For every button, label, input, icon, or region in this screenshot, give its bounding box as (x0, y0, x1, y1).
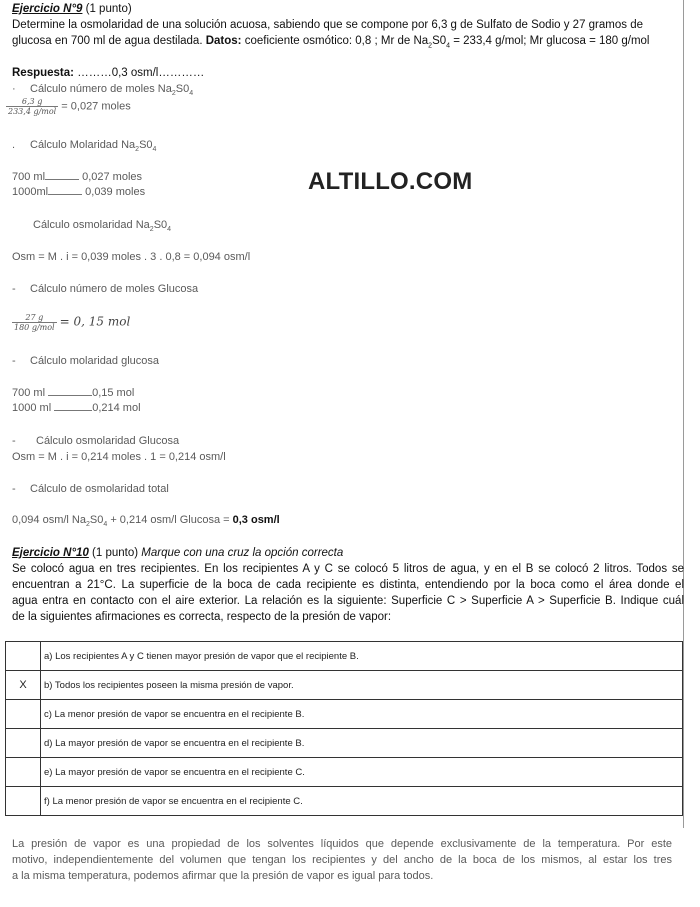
option-text: d) La mayor presión de vapor se encuentra en el recipiente B. (41, 729, 683, 758)
subscript: 4 (103, 521, 108, 529)
exercise-9-heading (12, 2, 132, 17)
subscript: 2 (85, 521, 90, 529)
statement-text: S0 (432, 35, 447, 47)
subscript: 2 (171, 90, 176, 98)
step7-title (12, 482, 169, 496)
rule-right: 0,039 moles (85, 186, 146, 198)
exercise-9-statement-line1: Determine la osmolaridad de una solución acuosa, sabiendo que se compone por 6,3 g de Sulfato de Sodio y 27 gramos de (12, 19, 643, 31)
option-text: f) La menor presión de vapor se encuentra en el recipiente C. (41, 787, 683, 816)
step-title-text: Cálculo número de moles Na (30, 83, 172, 95)
step-title-text: S0 (153, 219, 168, 231)
step4-title (12, 282, 198, 296)
step-title-text: S0 (139, 139, 153, 151)
step2-title (12, 138, 156, 157)
exercise-10-title: Ejercicio N°10 (12, 547, 89, 559)
explanation-line1: La presión de vapor es una propiedad de los solventes líquidos que depende exclusivamente de la temperatura. Por este (12, 838, 672, 850)
answer-value: ………0,3 osm/l………… (77, 67, 205, 79)
options-table (5, 641, 683, 816)
rule-right: 0,027 moles (82, 171, 143, 183)
rule-of-three-1b (12, 185, 145, 199)
subscript: 2 (135, 146, 140, 154)
bullet-dash: - (12, 355, 16, 367)
total-text: 0,094 osm/l Na (12, 514, 86, 526)
bullet-dash: · (12, 83, 16, 95)
page-right-border (683, 0, 684, 828)
fraction-numerator: 6,3 g (6, 97, 58, 107)
option-checkbox[interactable] (6, 729, 41, 758)
rule-left: 1000ml (12, 186, 49, 198)
answer-line (12, 66, 204, 81)
rule-left: 1000 ml (12, 402, 52, 414)
bullet-dash: - (12, 483, 16, 495)
step-title-text: S0 (175, 83, 190, 95)
option-text: a) Los recipientes A y C tienen mayor presión de vapor que el recipiente B. (41, 642, 683, 671)
option-row (6, 700, 683, 729)
option-checkbox[interactable]: X (6, 671, 41, 700)
subscript: 4 (446, 42, 451, 50)
statement-text: glucosa en 700 ml de agua destilada. (12, 35, 206, 47)
option-checkbox[interactable] (6, 787, 41, 816)
rule-line (45, 170, 79, 180)
step4-result: = 0, 15 mol (59, 314, 131, 329)
subscript: 4 (189, 90, 194, 98)
rule-of-three-2a (12, 386, 134, 400)
exercise-9-title: Ejercicio N°9 (12, 3, 83, 15)
step1-fraction-line (6, 97, 131, 116)
step1-result: = 0,027 moles (61, 100, 131, 113)
exercise-9-points: (1 punto) (85, 3, 132, 15)
step-title-text: Cálculo Molaridad Na (30, 139, 136, 151)
fraction-denominator: 233,4 g/mol (8, 107, 57, 116)
step3-title (15, 218, 171, 237)
option-row (6, 787, 683, 816)
fraction (6, 97, 58, 116)
option-checkbox[interactable] (6, 642, 41, 671)
rule-left: 700 ml (12, 171, 46, 183)
option-row (6, 642, 683, 671)
subscript: 4 (152, 146, 157, 154)
statement-text: coeficiente osmótico: 0,8 ; Mr de Na (241, 35, 429, 47)
statement-text: = 233,4 g/mol; Mr glucosa = 180 g/mol (450, 35, 650, 47)
rule-line (54, 401, 92, 411)
exercise-10-line2: encuentran a 21°C. La superficie de la boca de cada recipiente es distinta, entendiendo por la boca como el área donde el (12, 579, 684, 591)
fraction-numerator: 27 g (12, 313, 57, 323)
rule-of-three-2b (12, 401, 141, 415)
option-text: c) La menor presión de vapor se encuentra en el recipiente B. (41, 700, 683, 729)
subscript: 4 (167, 226, 172, 234)
exercise-10-points: (1 punto) (88, 547, 142, 559)
exercise-10-line4: de la siguientes afirmaciones es correcta, respecto de la presión de vapor: (12, 611, 392, 623)
bullet-dash: - (12, 435, 16, 447)
bullet-dash: . (12, 139, 16, 151)
watermark: ALTILLO.COM (308, 168, 473, 195)
step5-title (12, 354, 159, 368)
subscript: 2 (428, 42, 433, 50)
osmolarity-na: Osm = M . i = 0,039 moles . 3 . 0,8 = 0,094 osm/l (12, 251, 251, 263)
option-row (6, 729, 683, 758)
rule-left: 700 ml (12, 387, 46, 399)
exercise-10-line1: Se colocó agua en tres recipientes. En los recipientes A y C se colocó 5 litros de agua, y en el B se colocó 2 litros. Todos se (12, 563, 684, 575)
option-text: e) La mayor presión de vapor se encuentra en el recipiente C. (41, 758, 683, 787)
answer-label: Respuesta: (12, 67, 74, 79)
exercise-9-statement-line2 (12, 34, 650, 53)
step-title-text: Cálculo osmolaridad Glucosa (36, 435, 180, 447)
explanation-line3: a la misma temperatura, podemos afirmar que la presión de vapor es igual para todos. (12, 870, 434, 882)
rule-right: 0,214 mol (92, 402, 141, 414)
step-title-text: Cálculo de osmolaridad total (30, 483, 169, 495)
exercise-10-line3: agua entra en contacto con el aire exterior. La relación es la siguiente: Superficie C > Superficie A > Superficie B. Indique cuál (12, 595, 684, 607)
total-osmolarity (12, 513, 280, 532)
subscript: 2 (149, 226, 154, 234)
osmolarity-glucose: Osm = M . i = 0,214 moles . 1 = 0,214 osm/l (12, 451, 226, 463)
rule-right: 0,15 mol (92, 387, 135, 399)
fraction (12, 313, 57, 332)
exercise-10-heading (12, 546, 343, 561)
option-checkbox[interactable] (6, 700, 41, 729)
datos-label: Datos: (205, 35, 242, 47)
total-text: S0 (89, 514, 104, 526)
step-title-text: Cálculo molaridad glucosa (30, 355, 160, 367)
rule-line (48, 185, 82, 195)
rule-line (48, 386, 92, 396)
total-result: 0,3 osm/l (232, 514, 280, 526)
step-title-text: Cálculo número de moles Glucosa (30, 283, 199, 295)
rule-of-three-1a (12, 170, 142, 184)
explanation-line2: motivo, independientemente del volumen que tengan los recipientes y del ancho de la boca de los mismos, al estar los tres (12, 854, 672, 866)
fraction-denominator: 180 g/mol (14, 323, 55, 332)
bullet-dash: - (12, 283, 16, 295)
option-text: b) Todos los recipientes poseen la misma presión de vapor. (41, 671, 683, 700)
total-text: + 0,214 osm/l Glucosa = (107, 514, 233, 526)
step4-fraction-line (12, 313, 130, 332)
option-row (6, 671, 683, 700)
exercise-10-instruction: Marque con una cruz la opción correcta (141, 547, 344, 559)
step-title-text: Cálculo osmolaridad Na (33, 219, 150, 231)
option-row (6, 758, 683, 787)
option-checkbox[interactable] (6, 758, 41, 787)
step6-title (12, 434, 179, 448)
